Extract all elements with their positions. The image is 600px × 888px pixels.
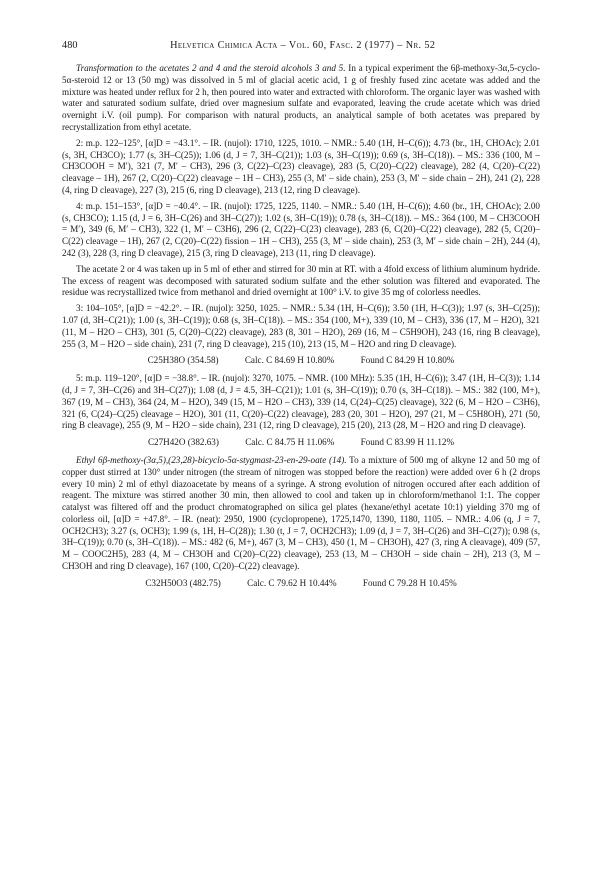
molecular-formula: C32H50O3 (482.75) — [145, 577, 221, 588]
paragraph-text: To a mixture of 500 mg of alkyne 12 and 50 mg of copper dust stirred at 130° under nitrogen (the stream of nitrogen was stopped before the reaction) were added over 6 h (2 drops every 10 min) 2 ml of ethyl diazoacetate by means of a syringe. A strong evolution of nitrogen occured after each addition of reagent. The mixture was stirred another 30 min, then allowed to cool and taken up in chloroform/methanol 1:1. The copper catalyst was filtered off and the product chromatographed on silica gel plates (hexane/ethyl acetate 10:1) yielding 370 mg of colorless oil, [α]D = +47.8°. – IR. (neat): 2950, 1900 (cyclopropene), 1725,1470, 1390, 1180, 1105. – NMR.: 4.06 (q, J = 7, OCH2CH3); 3.27 (s, OCH3); 1.99 (s, 1H, H–C(28)); 1.30 (t, J = 7, OCH2CH3); 1.09 (d, J = 7, 3H–C(26) and 3H–C(27)); 0.98 (s, 3H–C(19)); 0.70 (s, 3H–C(18)). – MS.: 482 (6, M+), 467 (3, M – CH3), 450 (1, M – CH3OH), 427 (3, ring A cleavage), 409 (57, M – COOC2H5), 283 (4, M – CH3OH and C(20)–C(22) cleavage), 253 (13, M – CH3OH – side chain – 2H), 213 (3, M – CH3OH and ring D cleavage), 167 (100, C(20)–C(22) cleavage). — [62, 454, 540, 572]
molecular-formula: C27H42O (382.63) — [147, 437, 219, 448]
found-values: Found C 79.28 H 10.45% — [362, 577, 457, 588]
found-values: Found C 84.29 H 10.80% — [360, 355, 455, 366]
running-title: Helvetica Chimica Acta – Vol. 60, Fasc. 2 (1977) – Nr. 52 — [170, 40, 436, 51]
paragraph-transformation — [62, 63, 540, 134]
paragraph-compound-5: 5: m.p. 119–120°, [α]D = −38.8°. – IR. (nujol): 3270, 1075. – NMR. (100 MHz): 5.35 (1H, H–C(6)); 3.47 (1H, H–C(3)); 1.14 (d, J = 7, 3H–C(26) and 3H–C(27)); 1.08 (d, J = 4.5, 3H–C(21)); 1.01 (s, 3H–C(19)); 0.70 (s, 3H–C(18)). – MS.: 382 (100, M+), 367 (19, M – CH3), 364 (24, M – H2O), 349 (15, M – H2O – CH3), 339 (14, C(24)–C(25) cleavage), 322 (6, M – H2O – C3H6), 321 (6, C(24)–C(25) cleavage – H2O), 301 (11, C(20)–C(22) cleavage), 283 (20, 301 – H2O), 297 (21, M – C5H8OH), 271 (50, ring B cleavage), 255 (9, M – H2O – side chain), 231 (12, ring D cleavage), 215 (20), 213 (28, M – H2O and ring D cleavage). — [62, 373, 540, 431]
calc-values: Calc. C 84.69 H 10.80% — [244, 355, 335, 366]
analysis-line-14 — [62, 578, 540, 590]
molecular-formula: C25H38O (354.58) — [147, 355, 219, 366]
paragraph-text: In a typical experiment the 6β-methoxy-3α,5-cyclo-5α-steroid 12 or 13 (50 mg) was dissolved in 5 ml of glacial acetic acid, 1 g of freshly fused zinc acetate was added and the mixture was heated under reflux for 2 h, then poured into water and extracted with chloroform. The organic layer was washed with water and saturated sodium sulfate, dried over magnesium sulfate and evaporated, leaving the crude acetate which was dried overnight i.V. (oil pump). For comparison with natural products, an analytical sample of both acetates was prepared by recrystallization from ethyl acetate. — [62, 63, 541, 132]
calc-values: Calc. C 84.75 H 11.06% — [245, 437, 335, 448]
paragraph-compound-3: 3: 104–105°, [α]D = −42.2°. – IR. (nujol): 3250, 1025. – NMR.: 5.34 (1H, H–C(6)); 3.50 (1H, H–C(3)); 1.97 (s, 3H–C(25)); 1.07 (d, 3H–C(21)); 1.00 (s, 3H–C(19)); 0.68 (s, 3H–C(18)). – MS.: 354 (100, M+), 339 (10, M – CH3), 336 (17, M – H2O), 321 (11, M – H2O – CH3), 301 (5, C(20)–C(22) cleavage), 283 (8, 301 – H2O), 269 (16, M – C5H9OH), 243 (16, ring B cleavage), 255 (3, M – H2O – side chain), 231 (7, ring D cleavage), 215 (10), 213 (15, M – H2O and ring D cleavage). — [62, 303, 540, 349]
analysis-line-5 — [62, 437, 540, 449]
paragraph-compound-4: 4: m.p. 151–153°, [α]D = −40.4°. – IR. (nujol): 1725, 1225, 1140. – NMR.: 5.40 (1H, H–C(6)); 4.60 (br., 1H, CHOAc); 2.00 (s, CH3CO); 1.15 (d, J = 6, 3H–C(26) and 3H–C(27)); 1.02 (s, 3H–C(19)); 0.78 (s, 3H–C(18)). – MS.: 364 (100, M – CH3COOH = M′), 349 (6, M′ – CH3), 322 (1, M′ – C3H6), 296 (2, C(22)–C(23) cleavage), 283 (6, C(20)–C(22) cleavage), 282 (5, C(20)–C(22) cleavage – 1H), 267 (2, C(20)–C(22) fission – 1H – CH3), 255 (3, M′ – side chain), 253 (3, M′ – side chain – 2H), 244 (4), 242 (3), 228 (3, ring D cleavage), 215 (3, ring D cleavage), 213 (11, ring D cleavage). — [62, 200, 540, 258]
page-header — [62, 40, 540, 51]
paragraph-compound-2: 2: m.p. 122–125°, [α]D = −43.1°. – IR. (nujol): 1710, 1225, 1010. – NMR.: 5.40 (1H, H–C(6)); 4.73 (br., 1H, CHOAc); 2.01 (s, 3H, CH3CO); 1.77 (s, 3H–C(25)); 1.06 (d, J = 7, 3H–C(21)); 1.03 (s, 3H–C(19)); 0.69 (s, 3H–C(18)). – MS.: 336 (100, M – CH3COOH = M′), 321 (7, M′ – CH3), 296 (3, C(22)–C(23) cleavage), 283 (5, C(20)–C(22) cleavage), 282 (4, C(20)–C(22) cleavage – 1H), 267 (2, C(20)–C(22) cleavage – 1H – CH3), 255 (3, M′ – side chain), 253 (3, M′ – side chain – 2H), 241 (2), 228 (4, ring D cleavage), 227 (3), 215 (6, ring D cleavage), 213 (12, ring D cleavage). — [62, 137, 540, 195]
section-heading: Transformation to the acetates 2 and 4 and the steroid alcohols 3 and 5. — [76, 63, 346, 73]
analysis-line-3 — [62, 355, 540, 367]
article-page — [62, 40, 540, 596]
paragraph-reduction: The acetate 2 or 4 was taken up in 5 ml of ether and stirred for 30 min at RT. with a 4fold excess of lithium aluminum hydride. The excess of reagent was decomposed with saturated sodium sulfate and the ether solution was filtered and evaporated. The residue was recrystallized twice from methanol and dried overnight at 100° i.V. to give 35 mg of colorless needles. — [62, 263, 540, 298]
paragraph-compound-14 — [62, 455, 540, 573]
calc-values: Calc. C 79.62 H 10.44% — [247, 577, 337, 588]
found-values: Found C 83.99 H 11.12% — [360, 437, 455, 448]
section-heading: Ethyl 6β-methoxy-(3α,5),(23,28)-bicyclo-5α-stygmast-23-en-29-oate (14). — [76, 454, 347, 465]
page-number: 480 — [62, 40, 78, 51]
